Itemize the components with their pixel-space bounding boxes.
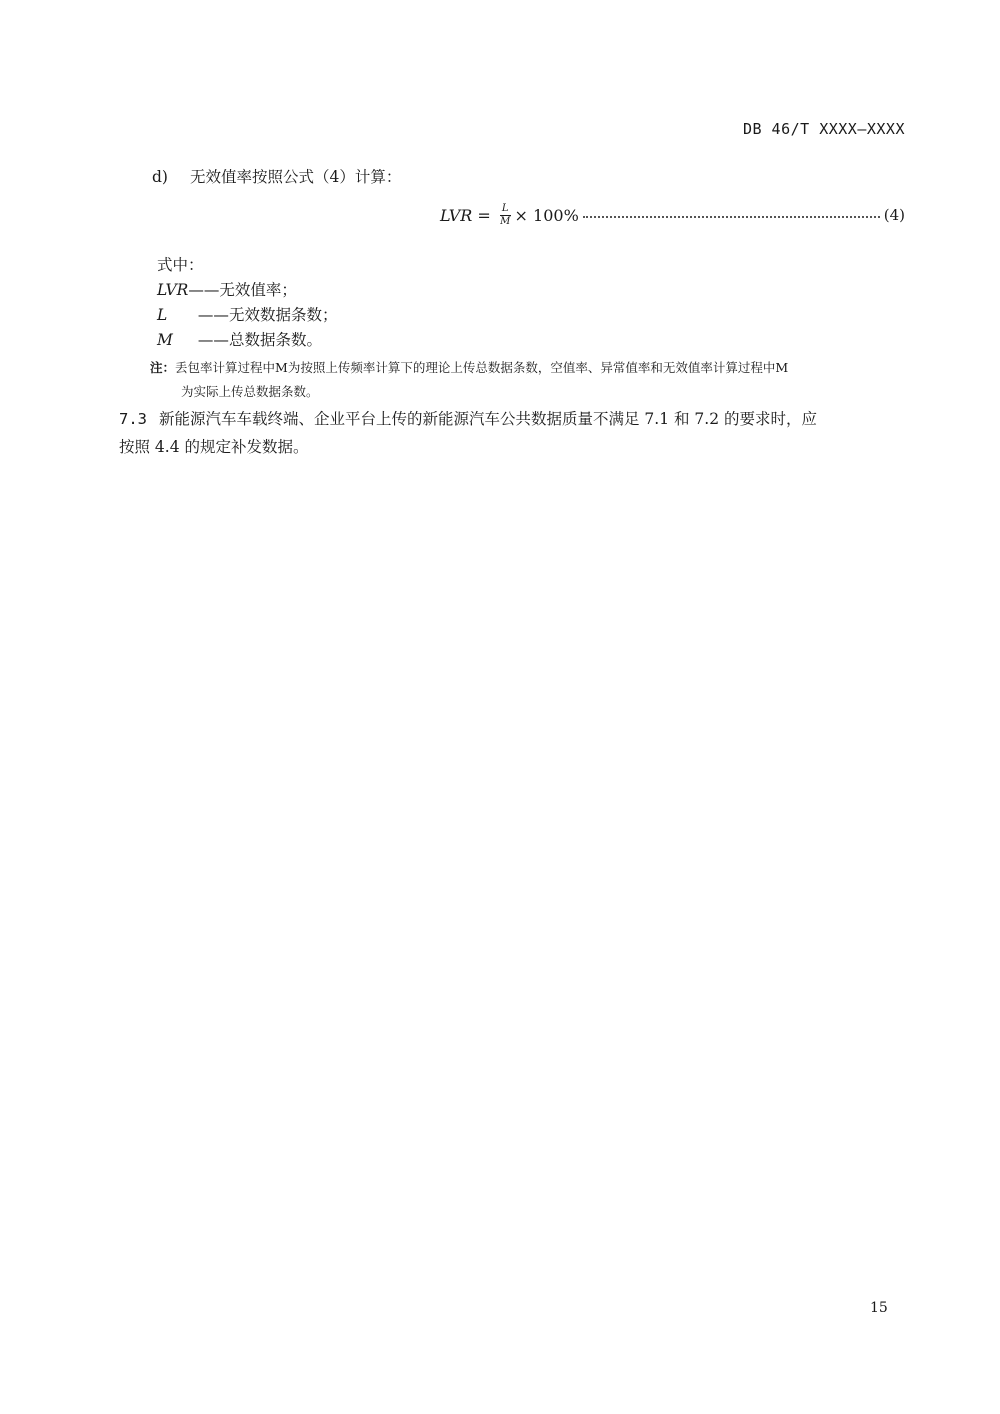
note-text-1: 丢包率计算过程中M为按照上传频率计算下的理论上传总数据条数，空值率、异常值率和无效值率计算过程中M	[175, 360, 789, 375]
clause-text-1: 新能源汽车车载终端、企业平台上传的新能源汽车公共数据质量不满足 7.1 和 7.2 的要求时，应	[159, 410, 818, 428]
definition-dash: ——	[193, 331, 229, 349]
definition-dash: ——	[188, 281, 220, 299]
clause-text-2: 按照 4.4 的规定补发数据。	[119, 438, 309, 456]
note-line-1	[150, 358, 788, 376]
formula-equals: =	[472, 205, 496, 225]
list-marker: d)	[152, 168, 168, 186]
formula-numerator: L	[501, 202, 509, 214]
clause-number: 7.3	[119, 410, 147, 428]
definition-symbol: LVR	[157, 281, 189, 299]
clause-7-3	[119, 405, 909, 461]
dot-leader	[583, 216, 880, 218]
definition-symbol: M	[157, 331, 173, 349]
definition-symbol: L	[157, 306, 168, 324]
document-code: DB 46/T XXXX—XXXX	[742, 120, 905, 138]
list-item-text: 无效值率按照公式（4）计算：	[190, 168, 402, 186]
definition-meaning: 无效数据条数；	[228, 306, 338, 324]
note-text-2: 为实际上传总数据条数。	[181, 384, 319, 399]
formula-times: × 100%	[514, 205, 579, 225]
formula-fraction	[500, 204, 511, 227]
note-label: 注：	[150, 360, 176, 375]
definition-meaning: 无效值率；	[219, 281, 297, 299]
formula-lhs: LVR	[440, 205, 473, 225]
definition-meaning: 总数据条数。	[228, 331, 322, 349]
definition-row	[157, 278, 297, 300]
formula	[440, 204, 579, 227]
formula-denominator: M	[500, 215, 511, 227]
list-item-d	[152, 165, 401, 187]
definition-row	[157, 328, 322, 350]
where-label: 式中：	[157, 256, 204, 274]
formula-row	[440, 200, 905, 230]
definition-row	[157, 303, 337, 325]
page-number: 15	[870, 1300, 888, 1316]
definition-dash: ——	[193, 306, 229, 324]
equation-number: (4)	[883, 206, 905, 224]
clause-line-1	[119, 405, 909, 433]
